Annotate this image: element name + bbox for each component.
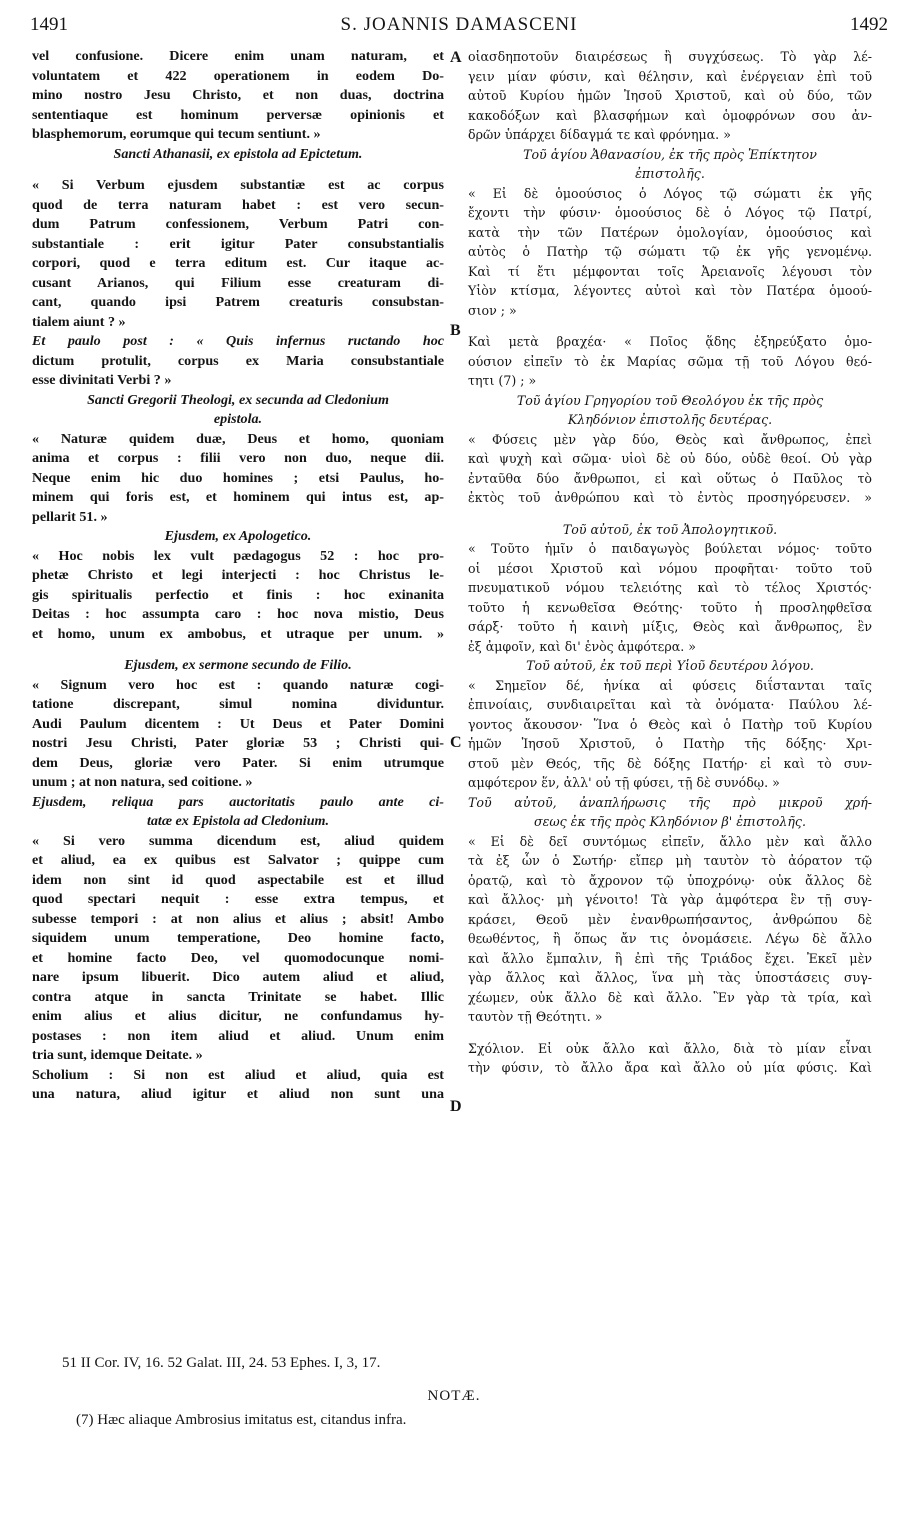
greek-line: οἱασδηποτοῦν διαιρέσεως ἢ συγχύσεως. Τὸ γὰρ λέ-	[468, 49, 872, 64]
note-7: (7) Hæc aliaque Ambrosius imitatus est, citandus infra.	[76, 1412, 407, 1428]
greek-line: τὰ ἐξ ὧν ὁ Σωτήρ· εἴπερ μὴ ταυτὸν τὸ ἀόρατον τῷ	[468, 853, 872, 868]
greek-line: σάρξ· τοῦτο ἡ καινὴ μίξις, Θεὸς καὶ ἄνθρωπος, ἓν	[468, 619, 872, 634]
latin-line: sententiaque est hominum perversæ opinionis et	[32, 106, 444, 123]
greek-line: τητι (7) ; »	[468, 373, 537, 388]
latin-section-heading: Ejusdem, ex sermone secundo de Filio.	[124, 657, 352, 673]
latin-line: idem non sint id quod aspectabile est et illud	[32, 871, 444, 888]
latin-line: dum Patrum confessionem, Verbum Patri con-	[32, 216, 444, 232]
latin-line: voluntatem et 422 operationem in eodem Do-	[32, 67, 444, 84]
latin-section-heading: Ejusdem, reliqua pars auctoritatis paulo ante ci-	[32, 793, 444, 810]
latin-line: minem qui foris est, et hominem qui intus est, ap-	[32, 489, 444, 505]
greek-section-heading: σεως ἐκ τῆς πρὸς Κληδόνιον β' ἐπιστολῆς.	[534, 814, 806, 829]
latin-line: phetæ Christo et legi interjecti : hoc Christus le-	[32, 567, 444, 583]
latin-line: postases : non item aliud et aliud. Unum enim	[32, 1027, 444, 1044]
greek-section-heading: Τοῦ αὐτοῦ, ἐκ τοῦ περὶ Υἱοῦ δευτέρου λόγου.	[526, 658, 814, 673]
latin-line: tatione discrepant, simul nomina dividuntur.	[32, 696, 444, 712]
greek-section-heading: ἐπιστολῆς.	[635, 166, 705, 181]
greek-line: γοντος ἄκουσον· Ἵνα ὁ Θεὸς καὶ ὁ Πατὴρ τοῦ Κυρίου	[468, 716, 872, 732]
greek-line: ἐξ ἀμφοῖν, καὶ δι' ἑνὸς ἀμφότερα. »	[468, 638, 696, 654]
greek-line: « Εἰ δὲ ὁμοούσιος ὁ Λόγος τῷ σώματι ἐκ γῆς	[468, 185, 872, 201]
page-header	[30, 14, 888, 42]
latin-line: contra atque in sancta Trinitate se habet. Illic	[32, 988, 444, 1005]
greek-section-heading: Κληδόνιον ἐπιστολῆς δευτέρας.	[567, 412, 773, 427]
greek-line: καὶ ἄλλος· μὴ γένοιτο! Τὰ γὰρ ἀμφότερα ἓν τῇ συγ-	[468, 892, 872, 907]
greek-line: Σχόλιον. Εἰ οὐκ ἄλλο καὶ ἄλλο, διὰ τὸ μίαν εἶναι	[468, 1040, 872, 1056]
greek-line: ἐπινοίαις, συνδιαιρεῖται καὶ τὰ ὀνόματα· Παύλου λέ-	[468, 697, 872, 712]
latin-line: « Naturæ quidem duæ, Deus et homo, quoniam	[32, 430, 444, 447]
latin-line: una natura, aliud igitur et aliud non sunt una	[32, 1086, 444, 1102]
greek-line: Υἱὸν κτίσμα, λέγοντες αὐτοὶ καὶ τὸν Πατέρα ὁμοού-	[468, 283, 872, 298]
greek-line: γὰρ ἄλλος καὶ ἄλλος, ἵνα μὴ τὰς ὑποστάσεις συγ-	[468, 970, 872, 985]
greek-section-heading: Τοῦ ἁγίου Γρηγορίου τοῦ Θεολόγου ἐκ τῆς πρὸς	[516, 392, 824, 408]
greek-line: δρῶν ὑπάρχει δίδαγμά τε καὶ φρόνημα. »	[468, 127, 731, 142]
latin-section-heading: Sancti Athanasii, ex epistola ad Epictetum.	[113, 145, 363, 162]
greek-line: στοῦ μὲν Θεός, τῆς δὲ δόξης Πατήρ· εἰ καὶ τὸ συν-	[468, 755, 872, 771]
greek-line: γειν μίαν φύσιν, καὶ θέλησιν, καὶ ἐνέργειαν ἐπὶ τοῦ	[468, 68, 872, 84]
latin-line: et aliud, ea ex quibus est Salvator ; quippe cum	[32, 852, 444, 868]
greek-line: χέωμεν, οὐκ ἄλλο δὲ καὶ ἄλλο. Ἓν γὰρ τὰ τρία, καὶ	[468, 989, 872, 1005]
greek-line: οἱ μέσοι Χριστοῦ καὶ νόμου προφῆται· τοῦτο τοῦ	[468, 560, 872, 576]
latin-line: anima et corpus : filii vero non duo, neque dii.	[32, 450, 444, 466]
latin-section-heading: Sancti Gregorii Theologi, ex secunda ad Cledonium	[87, 391, 389, 408]
latin-line: siquidem unum temperatione, Deo homine facto,	[32, 930, 444, 946]
latin-line: corpori, quod e terra editum est. Cur itaque ac-	[32, 255, 444, 271]
running-title: S. JOANNIS DAMASCENI	[340, 14, 578, 35]
greek-line: ἡμῶν Ἰησοῦ Χριστοῦ, ὁ Πατὴρ τῆς δόξης· Χρι-	[468, 736, 872, 751]
greek-line: ούσιον εἰπεῖν τὸ ἐκ Μαρίας σῶμα τῇ τοῦ Λόγου θεό-	[468, 353, 872, 369]
greek-line: « Εἰ δὲ δεῖ συντόμως εἰπεῖν, ἄλλο μὲν καὶ ἄλλο	[468, 833, 872, 849]
greek-line: Καὶ μετὰ βραχέα· « Ποῖος ᾅδης ἐξηρεύξατο ὁμο-	[468, 334, 872, 349]
latin-line: pellarit 51. »	[32, 508, 108, 525]
margin-marker-a: A	[450, 49, 462, 66]
notes-heading: NOTÆ.	[427, 1388, 481, 1404]
latin-line: nostri Jesu Christi, Pater gloriæ 53 ; Christi qui-	[32, 735, 444, 751]
greek-line: « Σημεῖον δέ, ἡνίκα αἱ φύσεις διΐστανται ταῖς	[468, 677, 872, 693]
latin-line: dictum protulit, corpus ex Maria consubstantiale	[32, 352, 444, 369]
greek-line: τοῦτο ἡ κενωθεῖσα Θεότης· τοῦτο ἡ προσληφθεῖσα	[468, 599, 872, 615]
latin-line: cusant Arianos, qui Filium esse creaturam di-	[32, 274, 444, 291]
latin-line: quod spectari nequit : esse extra tempus, et	[32, 891, 444, 907]
greek-line: καὶ ψυχὴ καὶ σῶμα· υἱοὶ δὲ οὐ δύο, οὐδὲ θεοί. Οὐ γὰρ	[468, 451, 872, 466]
latin-line: « Signum vero hoc est : quando naturæ cogi-	[32, 676, 444, 693]
latin-line: vel confusione. Dicere enim unam naturam, et	[32, 48, 444, 64]
greek-line: ταυτὸν τῇ Θεότητι. »	[468, 1009, 603, 1024]
greek-line: τὴν φύσιν, τὸ ἄλλο ἄρα καὶ ἄλλο οὐ μία φύσις. Καὶ	[468, 1060, 872, 1075]
left-column-number: 1491	[30, 14, 68, 35]
greek-section-heading: Τοῦ αὐτοῦ, ἐκ τοῦ Ἀπολογητικοῦ.	[562, 521, 778, 537]
latin-line: gis spiritualis perfectio et finis : hoc exinanita	[32, 586, 444, 603]
latin-line: enim alius et alius dicitur, ne confundamus hy-	[32, 1008, 444, 1024]
right-column-number: 1492	[850, 14, 888, 35]
greek-line: « Τοῦτο ἡμῖν ὁ παιδαγωγὸς βούλεται νόμος· τοῦτο	[468, 541, 872, 556]
greek-line: αμφότερον ἕν, ἀλλ' οὐ τῇ φύσει, τῇ δὲ συνόδῳ. »	[468, 775, 780, 790]
greek-line: ὁρατῷ, καὶ τὸ ἄχρονον τῷ ὑποχρόνῳ· οὐκ ἄλλος δὲ	[468, 872, 872, 888]
greek-line: κακοδόξων καὶ βλασφήμων καὶ ὁμοφρόνων σου ἀν-	[468, 107, 872, 123]
latin-line: « Si Verbum ejusdem substantiæ est ac corpus	[32, 177, 444, 193]
greek-section-heading: Τοῦ αὐτοῦ, ἀναπλήρωσις τῆς πρὸ μικροῦ χρή-	[468, 794, 872, 810]
greek-line: « Φύσεις μὲν γὰρ δύο, Θεὸς καὶ ἄνθρωπος, ἐπεὶ	[468, 431, 872, 447]
greek-column	[468, 47, 872, 1078]
footnotes: 51 II Cor. IV, 16. 52 Galat. III, 24. 53 Ephes. I, 3, 17.	[62, 1355, 381, 1371]
greek-line: πνευματικοῦ νόμου τελειότης καὶ τὸ τέλος Χριστός·	[468, 580, 872, 595]
latin-line: tialem aiunt ? »	[32, 313, 126, 330]
latin-line: cant, quando ipsi Patrem creaturis consubstan-	[32, 294, 444, 310]
margin-marker-d: D	[450, 1098, 462, 1115]
latin-line: et homine facto Deo, vel quomodocunque nomi-	[32, 949, 444, 966]
greek-line: ἐνταῦθα δύο ἄνθρωποι, εἰ καὶ οὕτως ὁ Παῦλος τὸ	[468, 470, 872, 486]
latin-line: unum ; at non natura, sed coitione. »	[32, 774, 253, 790]
latin-line: « Hoc nobis lex vult pædagogus 52 : hoc pro-	[32, 547, 444, 564]
latin-line: tria sunt, idemque Deitate. »	[32, 1047, 203, 1063]
latin-line: substantiale : erit igitur Pater consubstantialis	[32, 235, 444, 252]
latin-line: nare ipsum libuerit. Dico autem aliud et aliud,	[32, 969, 444, 985]
greek-line: κατὰ τὴν τῶν Πατέρων ὁμολογίαν, ὁμοούσιος καὶ	[468, 224, 872, 240]
greek-line: αὐτὸς ὁ Πατὴρ τῷ σώματι τῷ ἐκ γῆς γενομένῳ.	[468, 244, 872, 259]
greek-line: αὐτοῦ Κυρίου ἡμῶν Ἰησοῦ Χριστοῦ, καὶ οὐ δύο, τῶν	[468, 88, 872, 103]
greek-line: καὶ ἄλλο ἔμπαλιν, ἢ ἐπὶ τῆς Τριάδος ἔχει. Ἐκεῖ μὲν	[468, 950, 872, 966]
latin-section-heading: tatæ ex Epistola ad Cledonium.	[146, 813, 330, 829]
latin-line: esse divinitati Verbi ? »	[32, 372, 172, 388]
latin-line: blasphemorum, eorumque qui tecum sentiunt. »	[32, 126, 321, 142]
latin-line: mino nostro Jesu Christo, et non duas, doctrina	[32, 87, 444, 103]
latin-line: quod de terra naturam habet : est vero secun-	[32, 196, 444, 213]
latin-line: subesse tempori : at non alius et alius ; absit! Ambo	[32, 910, 444, 927]
latin-line: Scholium : Si non est aliud et aliud, quia est	[32, 1066, 444, 1083]
greek-line: ἐκτὸς τοῦ ἀνθρώπου καὶ τὸ ἐντὸς προσηγόρευσεν. »	[468, 490, 872, 505]
margin-marker-b: B	[450, 322, 461, 339]
latin-line: « Si vero summa dicendum est, aliud quidem	[32, 832, 444, 849]
latin-line: Et paulo post : « Quis infernus ructando hoc	[32, 333, 444, 349]
greek-line: ἔχοντι τὴν φύσιν· ὁμοούσιος δὲ ὁ Λόγος τῷ Πατρί,	[468, 205, 872, 220]
latin-line: Neque enim hic duo homines ; etsi Paulus, ho-	[32, 469, 444, 486]
greek-line: θεωθέντος, ἢ ὅπως ἄν τις ὀνομάσειε. Λέγω δὲ ἄλλο	[468, 931, 872, 946]
greek-line: σιον ; »	[468, 302, 517, 318]
latin-section-heading: Ejusdem, ex Apologetico.	[164, 528, 312, 544]
latin-line: Deitas : hoc assumpta caro : hoc nova mistio, Deus	[32, 606, 444, 622]
greek-line: Καὶ τί ἔτι μέμφονται τοῖς Ἀρειανοῖς λέγουσι τὸν	[468, 263, 872, 279]
greek-section-heading: Τοῦ ἁγίου Ἀθανασίου, ἐκ τῆς πρὸς Ἐπίκτητον	[523, 146, 817, 162]
latin-line: Audi Paulum dicentem : Ut Deus et Pater Domini	[32, 715, 444, 732]
latin-column	[32, 47, 444, 1105]
latin-section-heading: epistola.	[213, 411, 263, 427]
latin-line: dem Deus, gloriæ vero Pater. Si enim utrumque	[32, 754, 444, 771]
greek-line: κράσει, Θεοῦ μὲν ἐνανθρωπήσαντος, ἀνθρώπου δὲ	[468, 911, 872, 927]
margin-marker-c: C	[450, 734, 462, 751]
latin-line: et homo, unum ex ambobus, et utraque per unum. »	[32, 625, 444, 642]
